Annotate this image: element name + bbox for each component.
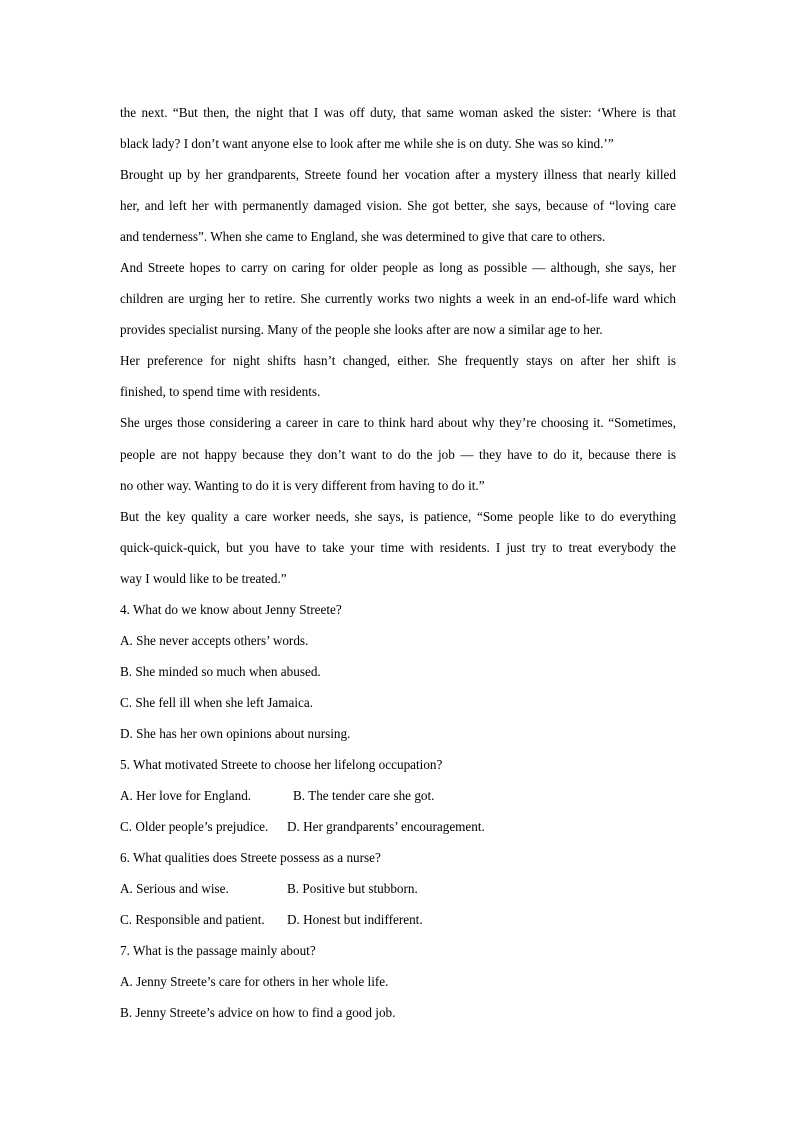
answer-option: B. She minded so much when abused. (120, 663, 321, 679)
question-stem: 5. What motivated Streete to choose her lifelong occupation? (120, 756, 443, 772)
passage-line: provides specialist nursing. Many of the people she looks after are now a similar age to her. (120, 322, 603, 338)
answer-option: B. Positive but stubborn. (287, 881, 418, 897)
answer-option: D. She has her own opinions about nursing. (120, 725, 351, 741)
answer-option-row (120, 780, 676, 811)
passage-line: children are urging her to retire. She currently works two nights a week in an end-of-life ward which (120, 291, 676, 307)
passage-line: no other way. Wanting to do it is very different from having to do it.” (120, 477, 485, 493)
passage-line: people are not happy because they don’t want to do the job — they have to do it, because there is (120, 446, 676, 462)
passage-line: Brought up by her grandparents, Streete found her vocation after a mystery illness that nearly killed (120, 167, 676, 183)
answer-option: B. Jenny Streete’s advice on how to find a good job. (120, 1005, 396, 1021)
question-stem: 4. What do we know about Jenny Streete? (120, 601, 342, 617)
answer-option: A. She never accepts others’ words. (120, 632, 309, 648)
answer-option: A. Her love for England. (120, 788, 252, 804)
passage-line: finished, to spend time with residents. (120, 384, 321, 400)
answer-option-row (120, 873, 676, 904)
answer-option: D. Her grandparents’ encouragement. (287, 819, 485, 835)
answer-option: D. Honest but indifferent. (287, 912, 423, 928)
answer-option: C. Responsible and patient. (120, 912, 265, 928)
passage-line: But the key quality a care worker needs, she says, is patience, “Some people like to do everything (120, 508, 676, 524)
passage-line: Her preference for night shifts hasn’t changed, either. She frequently stays on after her shift is (120, 353, 676, 369)
answer-option-row (120, 811, 676, 842)
answer-option: C. Older people’s prejudice. (120, 819, 269, 835)
passage-line: quick-quick-quick, but you have to take your time with residents. I just try to treat everybody the (120, 539, 676, 555)
passage-line: and tenderness”. When she came to England, she was determined to give that care to others. (120, 229, 606, 245)
passage-line: black lady? I don’t want anyone else to look after me while she is on duty. She was so kind.’” (120, 136, 614, 152)
answer-option-row (120, 904, 676, 935)
answer-option: A. Serious and wise. (120, 881, 229, 897)
answer-option: A. Jenny Streete’s care for others in her whole life. (120, 974, 389, 990)
passage-line: And Streete hopes to carry on caring for older people as long as possible — although, she says, her (120, 260, 676, 276)
question-stem: 7. What is the passage mainly about? (120, 943, 316, 959)
passage-line: She urges those considering a career in care to think hard about why they’re choosing it. “Sometimes, (120, 415, 676, 431)
document-page (120, 97, 676, 1028)
passage-line: her, and left her with permanently damaged vision. She got better, she says, because of “loving care (120, 198, 676, 214)
answer-option: C. She fell ill when she left Jamaica. (120, 694, 313, 710)
passage-line: way I would like to be treated.” (120, 570, 287, 586)
question-stem: 6. What qualities does Streete possess as a nurse? (120, 850, 381, 866)
answer-option: B. The tender care she got. (293, 788, 435, 804)
passage-line: the next. “But then, the night that I was off duty, that same woman asked the sister: ‘Where is that (120, 105, 676, 120)
